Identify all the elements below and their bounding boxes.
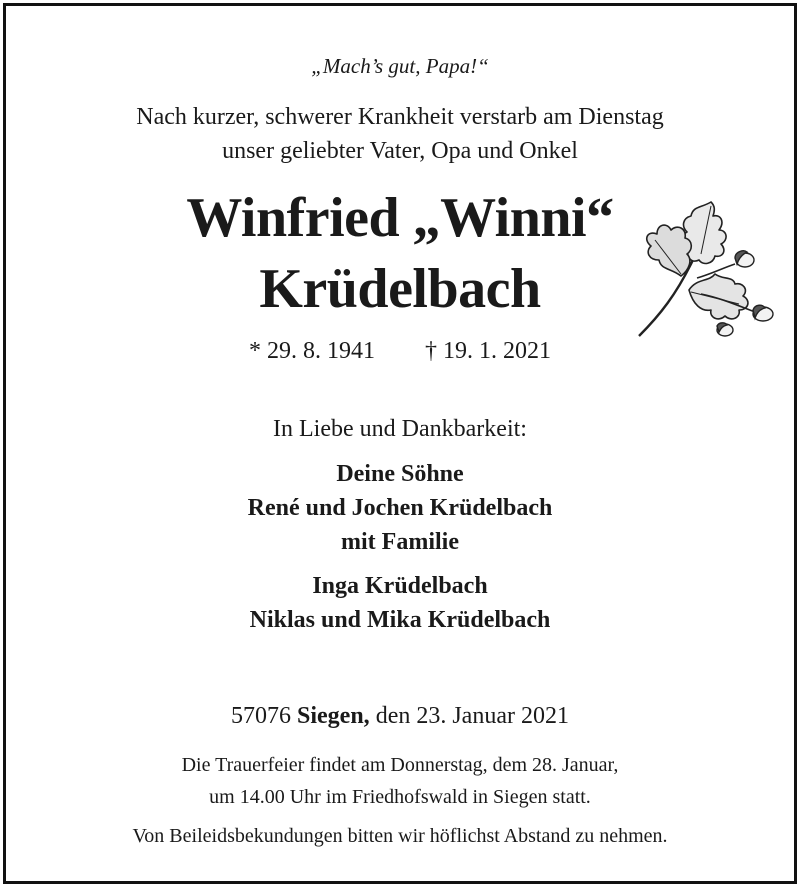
place-city: Siegen, [297,703,370,729]
mourner-line: René und Jochen Krüdelbach [247,495,553,521]
mourner-line: Niklas und Mika Krüdelbach [249,607,551,633]
mourner-line: Inga Krüdelbach [312,573,488,599]
mourner-line: Deine Söhne [336,461,464,487]
mourner-line: mit Familie [341,529,459,555]
condolence-note: Von Beileidsbekundungen bitten wir höflichst Abstand zu nehmen. [132,825,668,847]
quote: „Mach’s gut, Papa!“ [311,54,489,78]
deceased-name-first: Winfried „Winni“ [186,187,614,249]
intro-line-1: Nach kurzer, schwerer Krankheit verstarb am Dienstag [136,104,664,130]
intro-line-2: unser geliebter Vater, Opa und Onkel [222,138,578,164]
oak-leaves-acorns-icon [631,194,776,344]
place-and-date [6,703,794,730]
funeral-info-line-2: um 14.00 Uhr im Friedhofswald in Siegen statt. [209,786,591,808]
deceased-name-last: Krüdelbach [259,258,541,320]
love-line: In Liebe und Dankbarkeit: [273,416,527,442]
birth-date: * 29. 8. 1941 [249,338,375,364]
funeral-info-line-1: Die Trauerfeier findet am Donnerstag, dem 28. Januar, [181,754,619,776]
place-zip: 57076 [231,703,292,729]
obituary-notice [3,3,797,884]
notice-date: den 23. Januar 2021 [375,703,569,729]
death-date: † 19. 1. 2021 [425,338,551,364]
